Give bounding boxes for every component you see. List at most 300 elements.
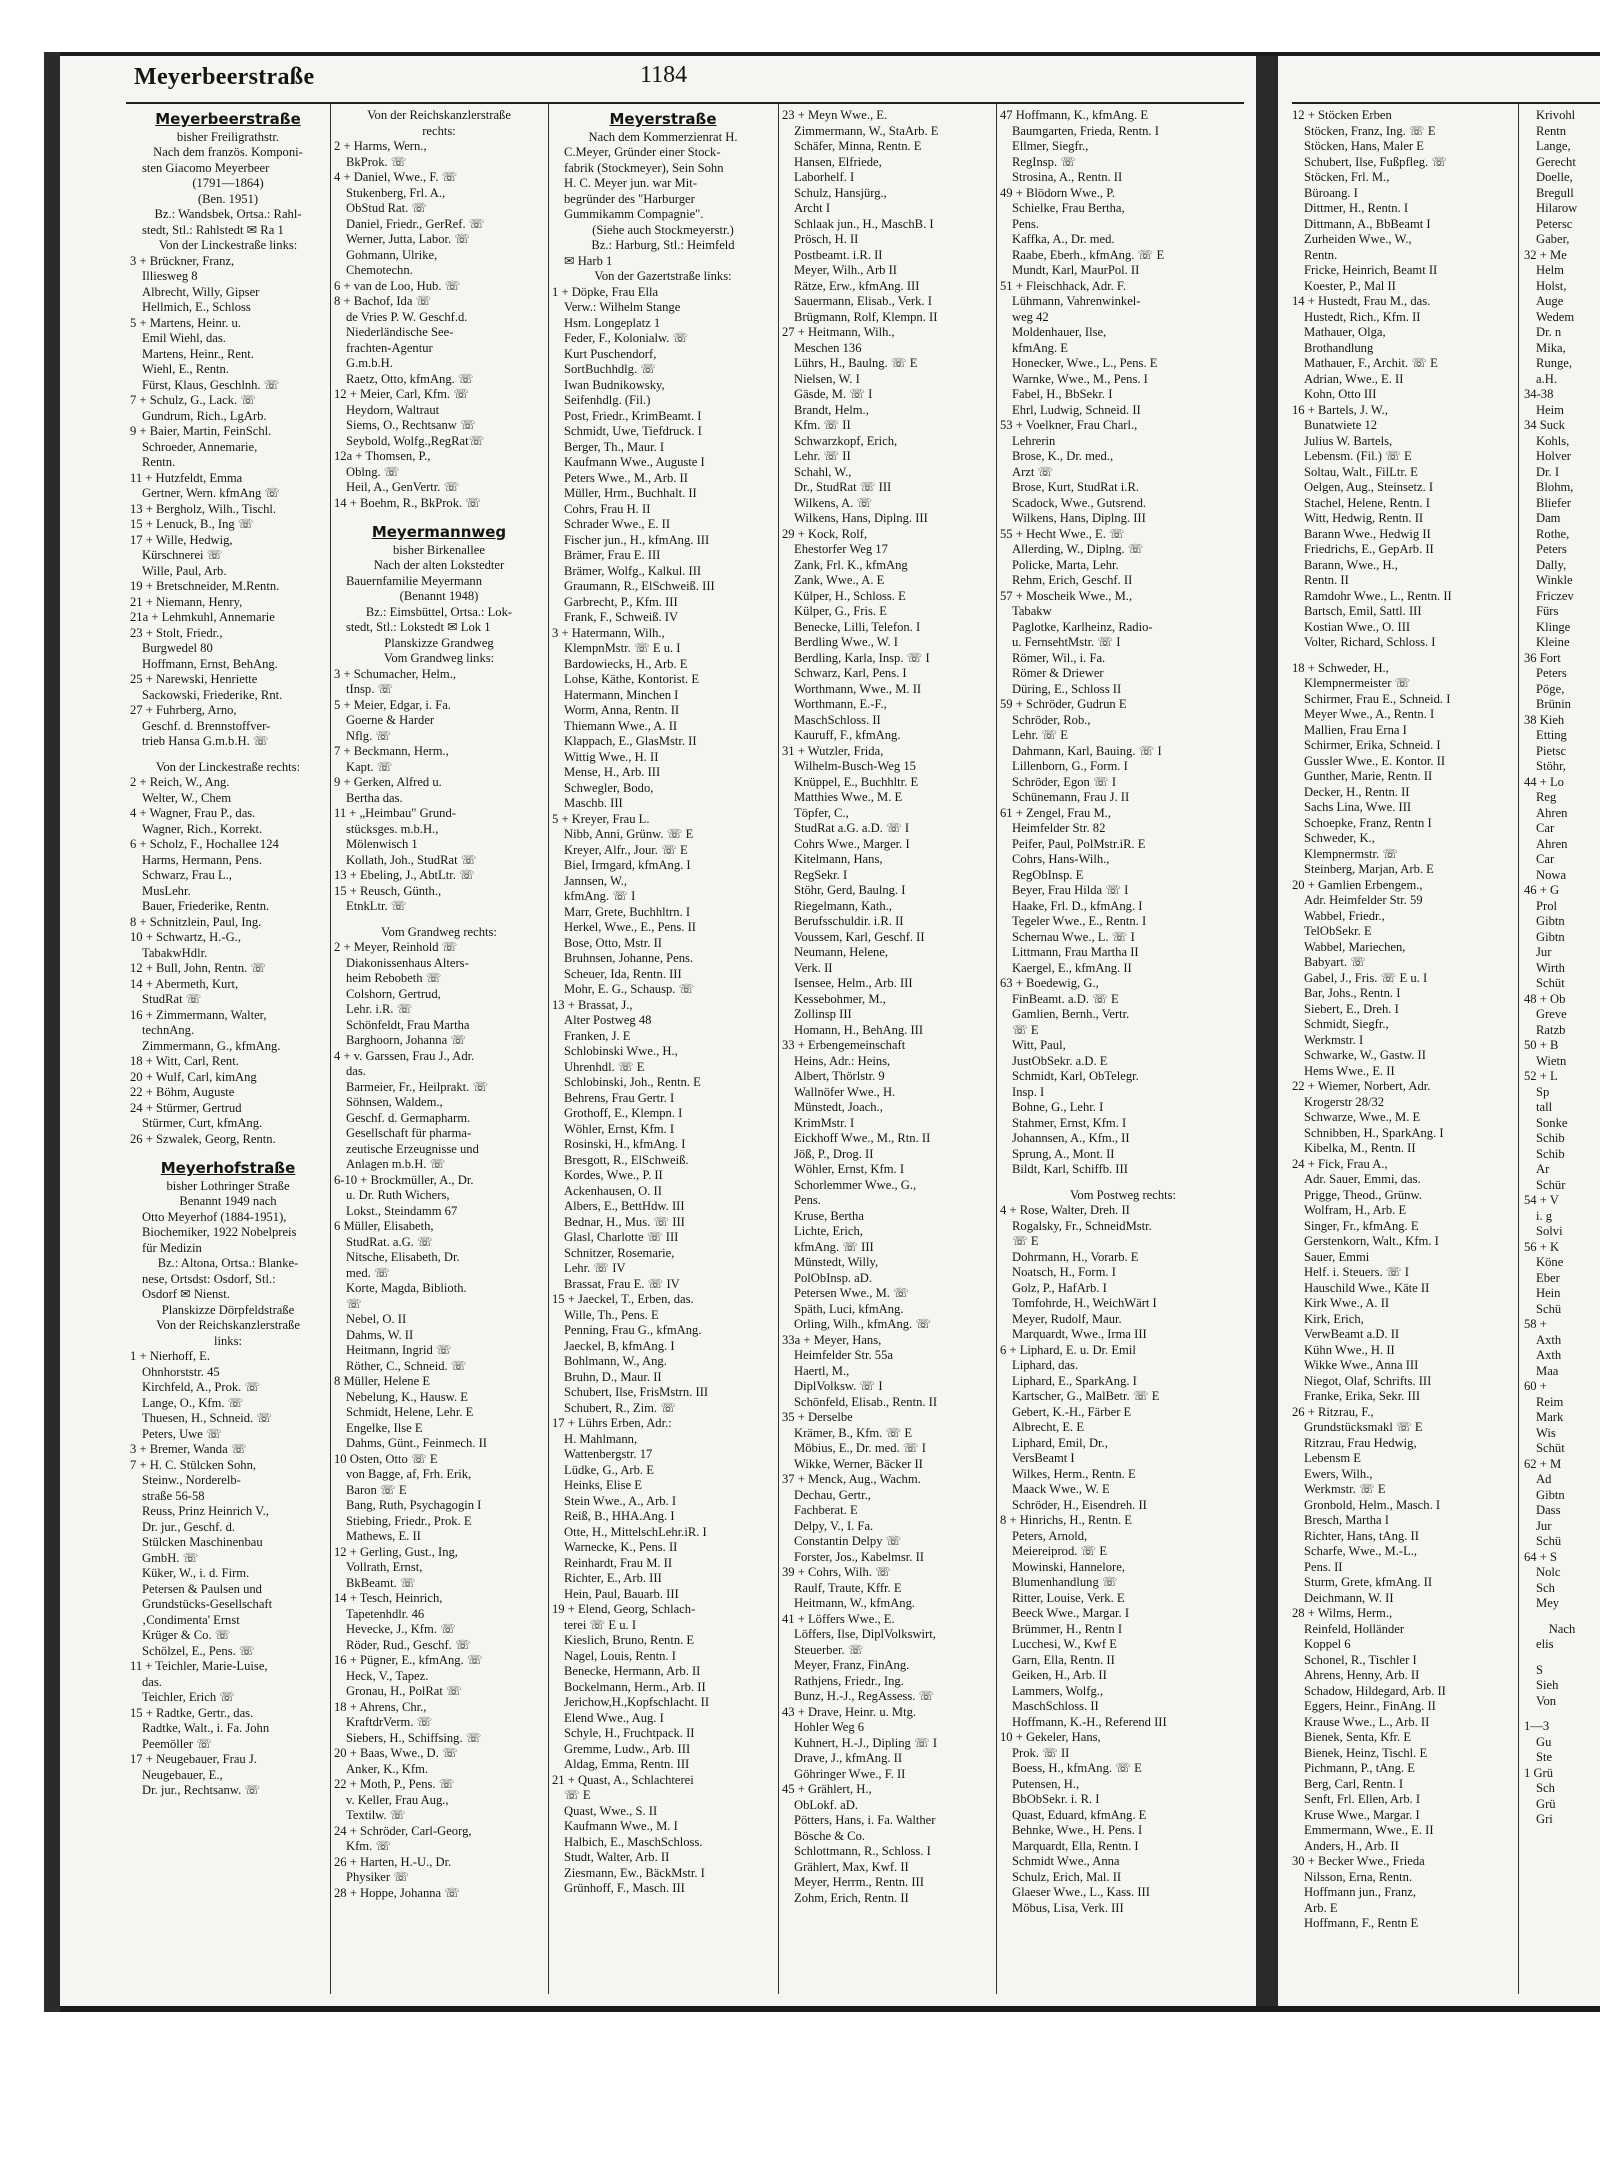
directory-line: Schubert, Ilse, FrisMstrn. III <box>564 1385 709 1399</box>
directory-line: Marr, Grete, Buchhltrn. I <box>564 904 691 919</box>
directory-line: Honecker, Wwe., L., Pens. E <box>1012 356 1158 370</box>
directory-line: Hein <box>1536 1286 1561 1300</box>
directory-line: 12 + Meier, Carl, Kfm. ☏ <box>334 387 469 401</box>
directory-line: Töpfer, C., <box>794 805 849 820</box>
directory-line: Brothandlung <box>1304 340 1374 355</box>
directory-line: 6 + Liphard, E. u. Dr. Emil <box>1000 1342 1136 1357</box>
directory-line: Bauernfamilie Meyermann <box>346 573 483 588</box>
directory-line: Hoffmann jun., Franz, <box>1304 1885 1417 1899</box>
directory-line: Mey <box>1536 1596 1560 1610</box>
directory-line: Koppel 6 <box>1304 1637 1351 1651</box>
directory-line: Gronbold, Helm., Masch. I <box>1304 1497 1441 1512</box>
directory-line: Dally, <box>1536 557 1567 572</box>
directory-line: Worm, Anna, Rentn. II <box>564 703 680 717</box>
directory-line: Mathauer, Olga, <box>1304 325 1386 339</box>
directory-line: Kühn Wwe., H. II <box>1304 1342 1395 1357</box>
directory-line: 51 + Fleischhack, Adr. F. <box>1000 278 1127 293</box>
directory-line: Rentn. II <box>1304 573 1349 587</box>
directory-line: 12 + Stöcken Erben <box>1292 108 1392 122</box>
directory-line: weg 42 <box>1012 309 1049 324</box>
directory-line: Schubert, Ilse, Fußpfleg. ☏ <box>1304 154 1448 169</box>
directory-line: Raabe, Eberh., kfmAng. ☏ E <box>1012 247 1165 262</box>
directory-line: 11 + „Heimbau" Grund- <box>334 806 456 820</box>
directory-line: Physiker ☏ <box>346 1870 409 1884</box>
directory-line: Dr. jur., Rechtsanw. ☏ <box>142 1783 261 1797</box>
directory-line: Pötters, Hans, i. Fa. Walther <box>794 1813 936 1827</box>
directory-line: Grünhoff, F., Masch. III <box>564 1881 685 1895</box>
directory-line: 13 + Bergholz, Wilh., Tischl. <box>130 501 277 516</box>
directory-line: Reg <box>1536 790 1557 804</box>
directory-line: Kohls, <box>1536 433 1570 448</box>
directory-line: 33 + Erbengemeinschaft <box>782 1038 906 1052</box>
directory-line: Schlottmann, R., Schloss. I <box>794 1844 931 1858</box>
directory-line: Tegeler Wwe., E., Rentn. I <box>1012 914 1147 928</box>
directory-line: Bz.: Altona, Ortsa.: Blanke- <box>157 1256 299 1270</box>
directory-line <box>130 750 326 760</box>
directory-line: 4 + Daniel, Wwe., F. ☏ <box>334 170 458 184</box>
directory-line: Behnke, Wwe., H. Pens. I <box>1012 1823 1143 1837</box>
directory-line: Gunther, Marie, Rentn. II <box>1304 769 1433 783</box>
directory-line: 26 + Ritzrau, F., <box>1292 1404 1374 1419</box>
directory-line: JustObSekr. a.D. E <box>1012 1053 1108 1068</box>
directory-line: 34 Suck <box>1524 418 1565 432</box>
directory-line: Kieslich, Bruno, Rentn. E <box>564 1633 695 1647</box>
directory-line: Albrecht, Willy, Gipser <box>142 284 260 299</box>
directory-line: Berufsschuldir. i.R. II <box>794 914 904 928</box>
directory-line: Gohmann, Ulrike, <box>346 247 438 262</box>
right-page-column-2 <box>1524 108 1600 1998</box>
directory-line: Kaffka, A., Dr. med. <box>1012 232 1115 246</box>
directory-line: Zank, Wwe., A. E <box>794 573 885 587</box>
directory-line: Korte, Magda, Biblioth. <box>346 1281 467 1295</box>
directory-line: Otto Meyerhof (1884-1951), <box>142 1209 287 1224</box>
directory-line: Hoffmann, Ernst, BehAng. <box>142 656 278 671</box>
directory-line: a.H. <box>1536 371 1557 386</box>
directory-line: Ellmer, Siegfr., <box>1012 139 1089 153</box>
directory-line: Isensee, Helm., Arb. III <box>794 976 913 990</box>
directory-line: Mowinski, Hannelore, <box>1012 1559 1125 1574</box>
directory-line: 8 + Schnitzlein, Paul, Ing. <box>130 914 262 929</box>
directory-line: Cohrs Wwe., Marger. I <box>794 836 910 851</box>
directory-line: Brandt, Helm., <box>794 402 869 417</box>
directory-line: Warnke, Wwe., M., Pens. I <box>1012 371 1148 386</box>
directory-line: Stöcken, Frl. M., <box>1304 170 1390 184</box>
directory-line: Schwarzkopf, Erich, <box>794 433 898 448</box>
directory-line: Albert, Thörlstr. 9 <box>794 1069 885 1083</box>
directory-line: 24 + Schröder, Carl-Georg, <box>334 1823 472 1838</box>
directory-line: Mohr, E. G., Schausp. ☏ <box>564 982 695 996</box>
directory-line: Stein Wwe., A., Arb. I <box>564 1493 677 1508</box>
directory-line: Reinfeld, Holländer <box>1304 1621 1405 1636</box>
directory-line: Nielsen, W. I <box>794 371 860 386</box>
directory-line: Ramdohr Wwe., L., Rentn. II <box>1304 588 1452 603</box>
directory-line: Senft, Frl. Ellen, Arb. I <box>1304 1792 1421 1806</box>
directory-line: frachten-Agentur <box>346 340 433 355</box>
directory-line: Barann, Wwe., H., <box>1304 557 1398 572</box>
directory-line: Kirk, Erich, <box>1304 1311 1364 1326</box>
directory-line: 6-10 + Brockmüller, A., Dr. <box>334 1172 474 1187</box>
directory-line: MusLehr. <box>142 883 191 898</box>
directory-line: Krause Wwe., L., Arb. II <box>1304 1714 1430 1729</box>
directory-line: C.Meyer, Gründer einer Stock- <box>564 145 721 159</box>
directory-line: Rathjens, Friedr., Ing. <box>794 1673 904 1688</box>
directory-line: von Bagge, af, Frh. Erik, <box>346 1467 472 1481</box>
directory-line: Ritter, Louise, Verk. E <box>1012 1590 1125 1605</box>
directory-line: Dr. n <box>1536 325 1562 339</box>
directory-line: Wille, Th., Pens. E <box>564 1307 659 1322</box>
directory-line: Cohrs, Frau H. II <box>564 501 651 516</box>
directory-line: Schroeder, Annemarie, <box>142 439 258 454</box>
directory-line: Wöhler, Ernst, Kfm. I <box>794 1162 905 1176</box>
directory-line: VersBeamt I <box>1012 1451 1075 1465</box>
street-heading: Meyermannweg <box>371 525 507 541</box>
directory-line: 18 + Ahrens, Chr., <box>334 1699 427 1714</box>
column-divider <box>1518 104 1519 1994</box>
directory-line: Doelle, <box>1536 170 1573 184</box>
directory-line: Nilsson, Erna, Rentn. <box>1304 1869 1413 1884</box>
directory-line: 3 + Bremer, Wanda ☏ <box>130 1442 247 1456</box>
directory-line: (Siehe auch Stockmeyerstr.) <box>592 222 734 237</box>
directory-line: Bruhn, D., Maur. II <box>564 1369 662 1384</box>
directory-line: Littmann, Frau Martha II <box>1012 945 1139 959</box>
directory-line: Nach der alten Lokstedter <box>373 558 505 572</box>
directory-line: Axth <box>1536 1332 1562 1347</box>
directory-line: 59 + Schröder, Gudrun E <box>1000 697 1127 711</box>
directory-line: Biel, Irmgard, kfmAng. I <box>564 858 691 872</box>
directory-line: Seifenhdlg. (Fil.) <box>564 393 651 407</box>
directory-line: Mark <box>1536 1410 1564 1424</box>
directory-line: Fischer jun., H., kfmAng. III <box>564 532 710 547</box>
directory-line: Gronau, H., PolRat ☏ <box>346 1684 462 1698</box>
directory-line: Siems, O., Rechtsanw ☏ <box>346 418 476 432</box>
directory-line: DiplVolksw. ☏ I <box>794 1379 883 1393</box>
directory-line: Bösche & Co. <box>794 1828 866 1843</box>
directory-line: Eber <box>1536 1270 1560 1285</box>
directory-line: Bz.: Wandsbek, Ortsa.: Rahl- <box>154 207 302 221</box>
directory-line: Wolfram, H., Arb. E <box>1304 1203 1407 1217</box>
directory-line: Albers, E., BettHdw. III <box>564 1199 685 1213</box>
directory-line: Bienek, Senta, Kfr. E <box>1304 1730 1412 1744</box>
directory-line: Lühmann, Vahrenwinkel- <box>1012 294 1141 308</box>
directory-line: H. C. Meyer jun. war Mit- <box>564 176 697 190</box>
directory-line: Helf. i. Steuers. ☏ I <box>1304 1265 1409 1279</box>
directory-line: Pichmann, P., tAng. E <box>1304 1761 1415 1775</box>
directory-line: BkProk. ☏ <box>346 154 407 169</box>
directory-line: Berger, Th., Maur. I <box>564 439 665 454</box>
directory-line: 20 + Wulf, Carl, kimAng <box>130 1069 257 1084</box>
directory-column-5 <box>1000 108 1246 1998</box>
directory-line: 63 + Boedewig, G., <box>1000 976 1099 990</box>
directory-line: Rosinski, H., kfmAng. I <box>564 1137 686 1151</box>
directory-line: 7 + Schulz, G., Lack. ☏ <box>130 393 257 407</box>
directory-line: Werkmstr. I <box>1304 1032 1364 1047</box>
directory-line: Wattenbergstr. 17 <box>564 1447 653 1461</box>
directory-line: 11 + Teichler, Marie-Luise, <box>130 1659 268 1673</box>
directory-column-4 <box>782 108 994 1998</box>
directory-line: Schnibben, H., SparkAng. I <box>1304 1125 1444 1140</box>
directory-line: 2 + Harms, Wern., <box>334 139 427 153</box>
directory-line: Oelgen, Aug., Steinsetz. I <box>1304 480 1434 494</box>
directory-line: Eickhoff Wwe., M., Rtn. II <box>794 1131 931 1145</box>
directory-line: Schielke, Frau Bertha, <box>1012 201 1125 215</box>
directory-line: Wöhler, Ernst, Kfm. I <box>564 1121 675 1136</box>
directory-line: Friedrichs, E., GepArb. II <box>1304 542 1434 556</box>
directory-line: Baumgarten, Frieda, Rentn. I <box>1012 123 1159 138</box>
directory-line: RegObInsp. E <box>1012 867 1084 882</box>
directory-line: Halbich, E., MaschSchloss. <box>564 1834 703 1849</box>
directory-line: Schlaak jun., H., MaschB. I <box>794 216 934 231</box>
directory-line: Lebensm E <box>1304 1451 1362 1465</box>
column-divider <box>778 104 779 1994</box>
directory-line: Jaeckel, B, kfmAng. I <box>564 1338 675 1353</box>
directory-line: Meyer, Herrm., Rentn. III <box>794 1875 924 1889</box>
left-page-edge <box>44 52 60 2012</box>
directory-line: Verk. II <box>794 960 833 975</box>
directory-line: i. g <box>1536 1208 1553 1223</box>
directory-line: Boess, H., kfmAng. ☏ E <box>1012 1761 1142 1775</box>
directory-line: Holst, <box>1536 278 1567 293</box>
directory-line: Gu <box>1536 1734 1552 1749</box>
directory-line: 62 + M <box>1524 1456 1562 1471</box>
directory-line: Benannt 1949 nach <box>179 1194 277 1208</box>
directory-line: kfmAng. ☏ III <box>794 1239 874 1254</box>
directory-line <box>1000 1178 1246 1188</box>
directory-line: 24 + Fick, Frau A., <box>1292 1156 1388 1171</box>
directory-line: Jur <box>1536 1518 1552 1533</box>
directory-line: Siebert, E., Dreh. I <box>1304 1001 1399 1016</box>
directory-line: Kfm. ☏ <box>346 1839 392 1853</box>
directory-line: Schib <box>1536 1146 1565 1161</box>
directory-line: Von <box>1536 1693 1557 1708</box>
directory-line: BbObSekr. i. R. I <box>1012 1792 1100 1806</box>
directory-line: terei ☏ E u. I <box>564 1617 637 1632</box>
directory-line: Hoffmann, K.-H., Referend III <box>1012 1714 1167 1729</box>
directory-line: bisher Lothringer Straße <box>166 1178 290 1193</box>
directory-line: Witt, Paul, <box>1012 1038 1066 1052</box>
directory-line: 1—3 <box>1524 1719 1550 1733</box>
directory-line: 31 + Wutzler, Frida, <box>782 743 884 758</box>
directory-line: Von der Linckestraße links: <box>158 238 298 252</box>
directory-line: Bunz, H.-J., RegAssess. ☏ <box>794 1689 935 1703</box>
directory-line: Wabbel, Mariechen, <box>1304 939 1406 954</box>
directory-line: Fricke, Heinrich, Beamt II <box>1304 263 1438 277</box>
directory-line: 61 + Zengel, Frau M., <box>1000 805 1111 820</box>
directory-line: Deichmann, W. II <box>1304 1590 1394 1605</box>
directory-line: Meschen 136 <box>794 340 862 355</box>
directory-line: Pietsc <box>1536 743 1567 758</box>
directory-line: Sturm, Grete, kfmAng. II <box>1304 1575 1433 1589</box>
directory-line: de Vries P. W. Geschf.d. <box>346 309 468 324</box>
directory-line: 37 + Menck, Aug., Wachm. <box>782 1472 921 1486</box>
directory-line: Bednar, H., Mus. ☏ III <box>564 1214 685 1229</box>
directory-line: Heins, Adr.: Heins, <box>794 1053 891 1068</box>
directory-line: Küker, W., i. d. Firm. <box>142 1566 250 1580</box>
directory-line: Pens. II <box>1304 1559 1343 1574</box>
directory-line: 5 + Kreyer, Frau L. <box>552 811 650 826</box>
directory-line: Barghoorn, Johanna ☏ <box>346 1033 467 1047</box>
directory-line: Schwarz, Karl, Pens. I <box>794 666 907 680</box>
directory-line: Anker, K., Kfm. <box>346 1761 429 1776</box>
directory-line: Brose, K., Dr. med., <box>1012 449 1114 463</box>
directory-line: Schröder, Egon ☏ I <box>1012 774 1117 789</box>
directory-line: Schünemann, Frau J. II <box>1012 790 1130 804</box>
directory-line: Rentn <box>1536 123 1567 138</box>
directory-line: Schmidt, Uwe, Tiefdruck. I <box>564 424 702 438</box>
directory-line: Ahrens, Henny, Arb. II <box>1304 1668 1420 1682</box>
directory-line: Gibtn <box>1536 914 1565 928</box>
directory-line: Gerstenkorn, Walt., Kfm. I <box>1304 1234 1439 1248</box>
directory-line: Haertl, M., <box>794 1363 850 1378</box>
directory-line: Welter, W., Chem <box>142 790 232 805</box>
directory-line: Bruhnsen, Johanne, Pens. <box>564 951 694 965</box>
directory-line: 5 + Meier, Edgar, i. Fa. <box>334 697 451 712</box>
directory-line: ☏ E <box>1012 1022 1039 1037</box>
directory-line: VerwBeamt a.D. II <box>1304 1327 1400 1341</box>
directory-line: Julius W. Bartels, <box>1304 433 1393 448</box>
directory-line: stedt, Stl.: Lokstedt ✉ Lok 1 <box>346 620 491 634</box>
directory-line: Stiebing, Friedr., Prok. E <box>346 1513 472 1528</box>
directory-line: TabakwHdlr. <box>142 945 208 960</box>
directory-line: Nowa <box>1536 867 1567 882</box>
directory-line: Wallnöfer Wwe., H. <box>794 1084 896 1099</box>
directory-line: Reim <box>1536 1394 1564 1409</box>
directory-line: Nibb, Anni, Grünw. ☏ E <box>564 827 694 841</box>
directory-line: 22 + Wiemer, Norbert, Adr. <box>1292 1079 1431 1093</box>
directory-line: 23 + Stolt, Friedr., <box>130 625 223 640</box>
directory-line: Söhnsen, Waldem., <box>346 1095 443 1109</box>
column-divider <box>548 104 549 1994</box>
directory-line: Külper, G., Fris. E <box>794 604 887 618</box>
directory-line: Gri <box>1536 1812 1553 1826</box>
directory-line: Babyart. ☏ <box>1304 955 1366 969</box>
directory-line: 47 Hoffmann, K., kfmAng. E <box>1000 108 1149 122</box>
directory-line: Fachberat. E <box>794 1503 858 1517</box>
directory-line: 12a + Thomsen, P., <box>334 449 431 463</box>
directory-line: 29 + Kock, Rolf, <box>782 526 868 541</box>
directory-line: Solvi <box>1536 1224 1563 1238</box>
directory-line: Franken, J. E <box>564 1028 631 1043</box>
directory-line: Kaufmann Wwe., Auguste I <box>564 455 705 469</box>
directory-line: Tomfohrde, H., WeichWärt I <box>1012 1296 1157 1310</box>
directory-line: Glaeser Wwe., L., Kass. III <box>1012 1885 1150 1899</box>
directory-line: v. Keller, Frau Aug., <box>346 1792 449 1807</box>
directory-line: Schoepke, Franz, Rentn I <box>1304 815 1432 830</box>
directory-line: 3 + Schumacher, Helm., <box>334 666 457 681</box>
directory-line: Richter, Hans, tAng. II <box>1304 1528 1419 1543</box>
directory-line: Blohm, <box>1536 480 1574 494</box>
directory-line: 49 + Blödorn Wwe., P. <box>1000 185 1115 200</box>
directory-line: 16 + Pügner, E., kfmAng. ☏ <box>334 1653 483 1667</box>
directory-line: Göhringer Wwe., F. II <box>794 1766 906 1781</box>
directory-line: u. FernsehtMstr. ☏ I <box>1012 635 1121 649</box>
directory-line: 9 + Baier, Martin, FeinSchl. <box>130 424 272 438</box>
directory-line: Riegelmann, Kath., <box>794 898 892 913</box>
directory-line: Schwarze, Wwe., M. E <box>1304 1110 1421 1124</box>
directory-line: Möbius, E., Dr. med. ☏ I <box>794 1441 926 1455</box>
directory-line: (Ben. 1951) <box>197 191 259 206</box>
directory-line: Kruse Wwe., Margar. I <box>1304 1807 1420 1822</box>
directory-line: Lohse, Käthe, Kontorist. E <box>564 672 700 686</box>
directory-line: Zurheiden Wwe., W., <box>1304 232 1412 246</box>
directory-line: Rentn. <box>1304 247 1338 262</box>
directory-line <box>1524 1709 1600 1719</box>
directory-line: Röder, Rud., Geschf. ☏ <box>346 1637 471 1652</box>
directory-line: Archt I <box>794 201 831 215</box>
directory-line: StudRat a.G. a.D. ☏ I <box>794 821 910 835</box>
directory-line <box>1524 1653 1600 1663</box>
directory-line: Mölenwisch 1 <box>346 837 418 851</box>
directory-line: 2 + Reich, W., Ang. <box>130 775 230 789</box>
directory-line: Ste <box>1536 1750 1553 1764</box>
directory-line: Barmeier, Fr., Heilprakt. ☏ <box>346 1079 489 1094</box>
directory-line: Bunatwiete 12 <box>1304 418 1378 432</box>
directory-line: Gesellschaft für pharma- <box>346 1126 472 1140</box>
directory-line: Fürs <box>1536 604 1559 618</box>
directory-line: 35 + Derselbe <box>782 1410 853 1424</box>
directory-line: Adr. Heimfelder Str. 59 <box>1304 893 1423 907</box>
directory-line: Grundstücksmakl ☏ E <box>1304 1420 1423 1434</box>
directory-line: Jur <box>1536 945 1552 959</box>
directory-line: 24 + Stürmer, Gertrud <box>130 1100 242 1115</box>
directory-line: 16 + Bartels, J. W., <box>1292 402 1388 417</box>
directory-line: begründer des "Harburger <box>564 191 695 206</box>
directory-line: Bardowiecks, H., Arb. E <box>564 656 688 671</box>
directory-line: Heitmann, Ingrid ☏ <box>346 1343 452 1357</box>
directory-line: Ackenhausen, O. II <box>564 1183 662 1198</box>
directory-line: Seybold, Wolfg.,RegRat☏ <box>346 433 485 448</box>
directory-line: Schmidt, Karl, ObTelegr. <box>1012 1069 1139 1083</box>
directory-line: Heitmann, W., kfmAng. <box>794 1596 916 1610</box>
directory-line: Kirk Wwe., A. II <box>1304 1296 1390 1310</box>
directory-line: Schönfeldt, Frau Martha <box>346 1017 470 1032</box>
directory-line: Wirth <box>1536 960 1565 975</box>
directory-line: 7 + H. C. Stülcken Sohn, <box>130 1457 257 1472</box>
directory-line: Vom Grandweg links: <box>383 651 495 665</box>
directory-line: Marquardt, Ella, Rentn. I <box>1012 1838 1139 1853</box>
directory-line: S <box>1536 1662 1544 1677</box>
directory-line: Neugebauer, E., <box>142 1767 223 1782</box>
directory-line: Düring, E., Schloss II <box>1012 681 1122 696</box>
directory-line: Rätze, Erw., kfmAng. III <box>794 278 920 293</box>
directory-line: Krogerstr 28/32 <box>1304 1094 1385 1109</box>
directory-line: Dittmer, H., Rentn. I <box>1304 201 1409 215</box>
directory-line: Liphard, Emil, Dr., <box>1012 1435 1108 1450</box>
directory-line: 8 + Bachof, Ida ☏ <box>334 294 432 308</box>
directory-line: Wedem <box>1536 309 1575 324</box>
directory-line: Petersen & Paulsen und <box>142 1581 262 1596</box>
directory-line: Kapt. ☏ <box>346 759 393 774</box>
directory-line <box>1524 1612 1600 1622</box>
directory-line: Emmermann, Wwe., E. II <box>1304 1823 1434 1837</box>
directory-line: Alter Postweg 48 <box>564 1013 652 1027</box>
directory-line: 28 + Hoppe, Johanna ☏ <box>334 1885 461 1900</box>
directory-line: Klinge <box>1536 619 1571 634</box>
directory-line: Stöcken, Hans, Maler E <box>1304 139 1424 153</box>
directory-line: Policke, Marta, Lehr. <box>1012 557 1119 572</box>
directory-line: Geschf. d. Germapharm. <box>346 1110 471 1125</box>
directory-line: Auge <box>1536 294 1564 308</box>
directory-line: Bar, Johs., Rentn. I <box>1304 986 1401 1000</box>
directory-line: Büroang. I <box>1304 185 1358 200</box>
directory-line: 15 + Reusch, Günth., <box>334 883 442 898</box>
directory-line: 7 + Beckmann, Herm., <box>334 744 449 758</box>
directory-line: Dittmann, A., BbBeamt I <box>1304 216 1431 231</box>
directory-line: Sachs Lina, Wwe. III <box>1304 800 1412 814</box>
directory-line: Heil, A., GenVertr. ☏ <box>346 480 460 494</box>
directory-line: 56 + K <box>1524 1239 1560 1254</box>
directory-line: Haake, Frl. D., kfmAng. I <box>1012 898 1143 913</box>
directory-line: Stöhr, Gerd, Baulng. I <box>794 883 906 897</box>
